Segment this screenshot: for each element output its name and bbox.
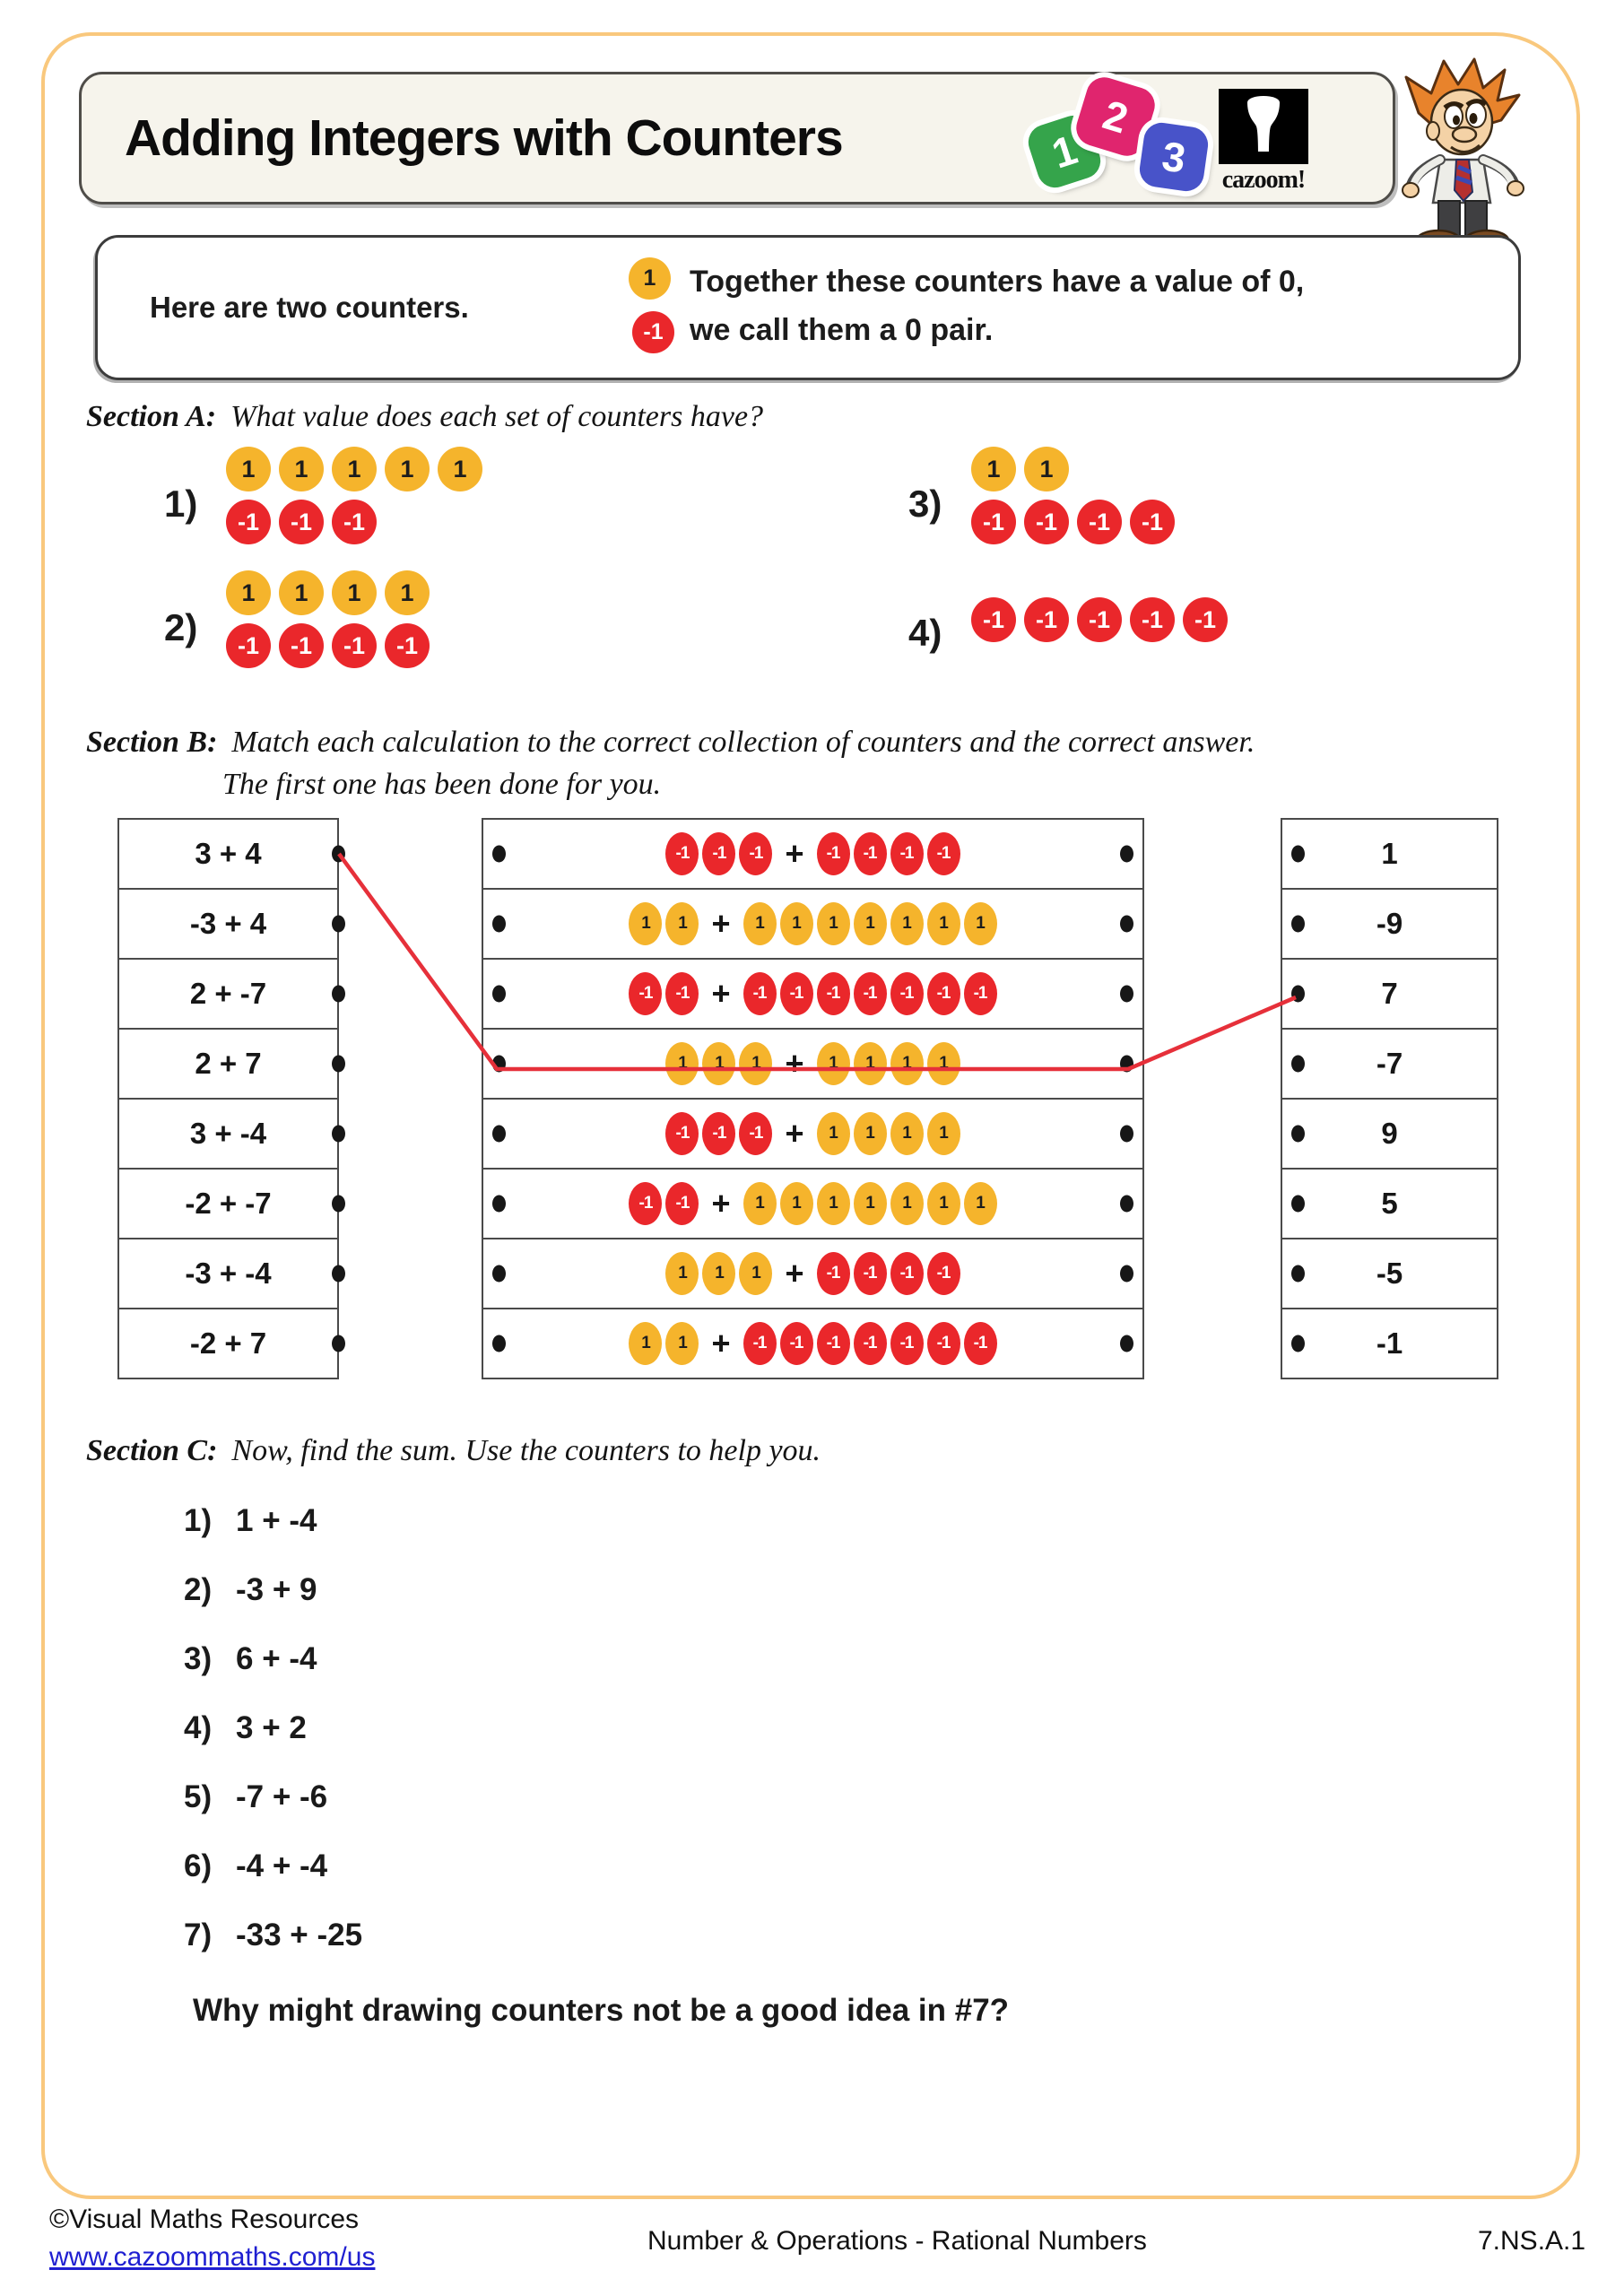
connector-dot — [332, 1056, 345, 1073]
red-counter: -1 — [1130, 500, 1175, 544]
counters-expression — [629, 1182, 996, 1225]
problem-expression: -33 + -25 — [236, 1918, 363, 1952]
answer-row-6 — [1281, 1168, 1498, 1239]
yellow-counter: 1 — [817, 902, 850, 945]
red-counter: -1 — [927, 1322, 960, 1365]
section-c-question: Why might drawing counters not be a good idea in #7? — [193, 1993, 1010, 2028]
counters-row-1 — [482, 818, 1144, 890]
connector-dot — [332, 1196, 345, 1213]
yellow-counter: 1 — [854, 902, 887, 945]
section-a-problem-4-counters — [971, 597, 1228, 642]
yellow-counter: 1 — [385, 447, 430, 491]
yellow-counter: 1 — [1024, 447, 1069, 491]
page-title: Adding Integers with Counters — [125, 109, 843, 167]
logo-tile-1-label: 1 — [1046, 126, 1083, 178]
connector-dot — [1120, 986, 1133, 1003]
problem-number: 4) — [184, 1710, 213, 1745]
numbers-123-logo — [1030, 82, 1210, 198]
red-counter: -1 — [854, 832, 887, 875]
yellow-counter: 1 — [890, 1182, 924, 1225]
answer-text: 5 — [1381, 1187, 1398, 1220]
yellow-counter: 1 — [780, 902, 813, 945]
connector-dot — [492, 1126, 506, 1143]
section-b-prompt-line2: The first one has been done for you. — [222, 768, 662, 801]
red-counter: -1 — [332, 623, 377, 668]
connector-dot — [1291, 846, 1305, 863]
section-c-problem-5 — [184, 1779, 327, 1815]
equation-row-3 — [117, 958, 339, 1030]
connector-dot — [1291, 916, 1305, 933]
connector-dot — [492, 1196, 506, 1213]
yellow-counter: 1 — [739, 1252, 772, 1295]
counters-row-6 — [482, 1168, 1144, 1239]
answer-row-1 — [1281, 818, 1498, 890]
red-counter: -1 — [971, 597, 1016, 642]
equation-row-6 — [117, 1168, 339, 1239]
red-counter: -1 — [702, 1112, 735, 1155]
equation-row-2 — [117, 888, 339, 960]
problem-number: 3) — [184, 1641, 213, 1676]
plus-sign: + — [711, 1325, 731, 1361]
section-c-problem-2 — [184, 1572, 317, 1608]
answer-text: 1 — [1381, 837, 1398, 870]
connector-dot — [1120, 1335, 1133, 1352]
intro-line-2: we call them a 0 pair. — [690, 313, 994, 348]
red-counter: -1 — [739, 832, 772, 875]
connector-dot — [332, 916, 345, 933]
yellow-counter: 1 — [702, 1252, 735, 1295]
connector-dot — [492, 916, 506, 933]
connector-dot — [1120, 1265, 1133, 1283]
answer-text: -7 — [1376, 1047, 1403, 1080]
yellow-counter: 1 — [739, 1042, 772, 1085]
answer-row-4 — [1281, 1028, 1498, 1100]
red-counter: -1 — [226, 500, 271, 544]
answer-row-5 — [1281, 1098, 1498, 1170]
yellow-counter: 1 — [964, 902, 997, 945]
connector-dot — [1291, 1265, 1305, 1283]
red-counter: -1 — [279, 623, 324, 668]
section-a-problem-2-number: 2) — [164, 606, 198, 648]
yellow-counter: 1 — [817, 1042, 850, 1085]
yellow-counter: 1 — [743, 1182, 777, 1225]
connector-dot — [492, 846, 506, 863]
answer-row-3 — [1281, 958, 1498, 1030]
counters-expression — [629, 1322, 996, 1365]
connector-dot — [1120, 916, 1133, 933]
yellow-counter: 1 — [780, 1182, 813, 1225]
section-b-heading — [86, 725, 1255, 760]
section-a-heading — [86, 399, 763, 434]
connector-dot — [492, 1335, 506, 1352]
red-counter: -1 — [817, 972, 850, 1015]
problem-number: 2) — [184, 1572, 213, 1607]
section-c-label: Section C: — [86, 1434, 218, 1467]
drum-icon — [1219, 89, 1308, 164]
red-counter: -1 — [817, 1322, 850, 1365]
yellow-counter: 1 — [702, 1042, 735, 1085]
counters-row-5 — [482, 1098, 1144, 1170]
yellow-counter: 1 — [226, 447, 271, 491]
red-counter: -1 — [743, 972, 777, 1015]
equation-text: -2 + -7 — [185, 1187, 272, 1220]
cazoom-logo — [1201, 89, 1326, 195]
equation-text: 2 + -7 — [189, 977, 267, 1010]
connector-dot — [492, 1056, 506, 1073]
connector-dot — [332, 1335, 345, 1352]
answer-row-2 — [1281, 888, 1498, 960]
counters-row-7 — [482, 1238, 1144, 1309]
equation-text: 3 + 4 — [195, 837, 262, 870]
yellow-counter: 1 — [817, 1182, 850, 1225]
red-counter: -1 — [665, 832, 699, 875]
counter-row — [226, 570, 430, 615]
yellow-counter: 1 — [817, 1112, 850, 1155]
answer-text: 7 — [1381, 977, 1398, 1010]
counters-expression — [629, 972, 996, 1015]
connector-dot — [332, 846, 345, 863]
yellow-counter: 1 — [385, 570, 430, 615]
connector-dot — [1291, 1056, 1305, 1073]
yellow-counter: 1 — [927, 1112, 960, 1155]
problem-expression: -7 + -6 — [236, 1779, 328, 1814]
counters-expression — [629, 902, 996, 945]
yellow-counter: 1 — [665, 902, 699, 945]
red-counter: -1 — [665, 1112, 699, 1155]
section-b-prompt-line1: Match each calculation to the correct collection of counters and the correct answer. — [231, 726, 1255, 759]
red-counter: -1 — [385, 623, 430, 668]
equation-text: 3 + -4 — [189, 1117, 267, 1150]
section-a-problem-2-counters — [226, 570, 430, 668]
red-counter: -1 — [890, 1322, 924, 1365]
section-a-problem-4-number: 4) — [908, 612, 942, 654]
red-counter: -1 — [665, 972, 699, 1015]
footer-url-link[interactable]: www.cazoommaths.com/us — [49, 2242, 376, 2272]
problem-number: 7) — [184, 1918, 213, 1952]
counters-row-3 — [482, 958, 1144, 1030]
counters-expression — [665, 1042, 960, 1085]
yellow-counter: 1 — [743, 902, 777, 945]
red-counter: -1 — [817, 832, 850, 875]
yellow-counter: 1 — [927, 1182, 960, 1225]
connector-dot — [332, 986, 345, 1003]
red-counter: -1 — [890, 1252, 924, 1295]
answer-text: 9 — [1381, 1117, 1398, 1150]
problem-number: 1) — [184, 1503, 213, 1538]
yellow-counter: 1 — [665, 1252, 699, 1295]
problem-expression: -4 + -4 — [236, 1848, 328, 1883]
section-a-problem-3-counters — [971, 447, 1175, 544]
yellow-counter: 1 — [964, 1182, 997, 1225]
red-counter: -1 — [817, 1252, 850, 1295]
intro-line-1: Together these counters have a value of 0, — [690, 265, 1305, 299]
red-counter: -1 — [927, 972, 960, 1015]
yellow-counter: 1 — [438, 447, 482, 491]
red-counter: -1 — [1024, 500, 1069, 544]
yellow-counter: 1 — [665, 1322, 699, 1365]
counter-row — [971, 500, 1175, 544]
red-counter: -1 — [226, 623, 271, 668]
section-c-problem-1 — [184, 1503, 317, 1539]
title-box — [79, 72, 1395, 204]
intro-description — [690, 257, 1304, 355]
red-counter: -1 — [964, 972, 997, 1015]
counters-expression — [665, 832, 960, 875]
intro-lead-text: Here are two counters. — [150, 291, 469, 324]
counter-row — [971, 447, 1175, 491]
footer-copyright: ©Visual Maths Resources — [49, 2205, 360, 2234]
section-b-equations-column — [117, 818, 339, 1379]
problem-expression: -3 + 9 — [236, 1572, 317, 1607]
red-counter: -1 — [1130, 597, 1175, 642]
connector-dot — [492, 986, 506, 1003]
yellow-counter: 1 — [927, 902, 960, 945]
yellow-counter: 1 — [854, 1112, 887, 1155]
equation-row-1 — [117, 818, 339, 890]
counter-row — [226, 500, 482, 544]
plus-sign: + — [711, 905, 731, 942]
equation-row-4 — [117, 1028, 339, 1100]
red-counter: -1 — [743, 1322, 777, 1365]
red-counter: -1 — [279, 500, 324, 544]
connector-dot — [1291, 986, 1305, 1003]
red-counter: -1 — [854, 1252, 887, 1295]
red-counter: -1 — [629, 1182, 662, 1225]
connector-dot — [1120, 1196, 1133, 1213]
yellow-counter: 1 — [890, 1042, 924, 1085]
logo-tile-3-label: 3 — [1159, 132, 1189, 182]
connector-dot — [1120, 1126, 1133, 1143]
section-b-label: Section B: — [86, 726, 218, 759]
yellow-counter: 1 — [332, 447, 377, 491]
red-counter: -1 — [1024, 597, 1069, 642]
equation-row-5 — [117, 1098, 339, 1170]
red-counter: -1 — [971, 500, 1016, 544]
red-counter: -1 — [890, 832, 924, 875]
footer-topic: Number & Operations - Rational Numbers — [647, 2226, 1147, 2256]
yellow-counter: 1 — [332, 570, 377, 615]
yellow-counter: 1 — [629, 257, 671, 300]
answer-row-7 — [1281, 1238, 1498, 1309]
yellow-counter: 1 — [226, 570, 271, 615]
connector-dot — [1291, 1335, 1305, 1352]
connector-dot — [1291, 1126, 1305, 1143]
answer-text: -5 — [1376, 1257, 1403, 1290]
red-counter: -1 — [780, 1322, 813, 1365]
problem-number: 5) — [184, 1779, 213, 1814]
yellow-counter: 1 — [665, 1042, 699, 1085]
counter-row — [226, 447, 482, 491]
red-counter: -1 — [332, 500, 377, 544]
red-counter: -1 — [739, 1112, 772, 1155]
section-c-problem-7 — [184, 1918, 362, 1953]
connector-dot — [1120, 1056, 1133, 1073]
yellow-counter: 1 — [854, 1042, 887, 1085]
plus-sign: + — [711, 1185, 731, 1222]
red-counter: -1 — [1077, 597, 1122, 642]
equation-text: -3 + 4 — [189, 907, 267, 940]
section-a-problem-1-number: 1) — [164, 483, 198, 525]
red-counter: -1 — [629, 972, 662, 1015]
plus-sign: + — [711, 975, 731, 1012]
problem-expression: 6 + -4 — [236, 1641, 317, 1676]
logo-tile-2-label: 2 — [1098, 91, 1133, 143]
footer-standard-code: 7.NS.A.1 — [1478, 2226, 1586, 2256]
red-counter: -1 — [702, 832, 735, 875]
answer-text: -9 — [1376, 907, 1403, 940]
cartoon-character — [1399, 56, 1533, 253]
equation-row-7 — [117, 1238, 339, 1309]
connector-dot — [332, 1265, 345, 1283]
red-counter: -1 — [927, 832, 960, 875]
red-counter: -1 — [964, 1322, 997, 1365]
yellow-counter: 1 — [279, 447, 324, 491]
section-c-heading — [86, 1433, 821, 1468]
counter-row — [971, 597, 1228, 642]
counters-row-8 — [482, 1308, 1144, 1379]
section-a-problem-3-number: 3) — [908, 483, 942, 525]
section-a-problem-1-counters — [226, 447, 482, 544]
counters-expression — [665, 1252, 960, 1295]
red-counter: -1 — [854, 1322, 887, 1365]
yellow-counter: 1 — [279, 570, 324, 615]
counter-row — [226, 623, 430, 668]
section-a-label: Section A: — [86, 400, 217, 433]
equation-text: 2 + 7 — [195, 1047, 262, 1080]
section-c-problem-4 — [184, 1710, 307, 1746]
plus-sign: + — [785, 835, 804, 872]
problem-number: 6) — [184, 1848, 213, 1883]
connector-dot — [332, 1126, 345, 1143]
problem-expression: 1 + -4 — [236, 1503, 317, 1538]
connector-dot — [1120, 846, 1133, 863]
red-counter: -1 — [927, 1252, 960, 1295]
red-counter: -1 — [665, 1182, 699, 1225]
connector-dot — [1291, 1196, 1305, 1213]
red-counter: -1 — [632, 311, 674, 353]
red-counter: -1 — [1077, 500, 1122, 544]
section-c-problem-6 — [184, 1848, 327, 1884]
section-b-counters-column — [482, 818, 1144, 1379]
answer-text: -1 — [1376, 1326, 1403, 1360]
counters-row-2 — [482, 888, 1144, 960]
yellow-counter: 1 — [927, 1042, 960, 1085]
counters-row-4 — [482, 1028, 1144, 1100]
logo-tile-3 — [1137, 120, 1210, 193]
red-counter: -1 — [890, 972, 924, 1015]
answer-row-8 — [1281, 1308, 1498, 1379]
yellow-counter: 1 — [854, 1182, 887, 1225]
yellow-counter: 1 — [629, 1322, 662, 1365]
plus-sign: + — [785, 1115, 804, 1152]
counters-expression — [665, 1112, 960, 1155]
red-counter: -1 — [1183, 597, 1228, 642]
section-a-prompt: What value does each set of counters have? — [230, 400, 764, 433]
section-c-prompt: Now, find the sum. Use the counters to help you. — [231, 1434, 821, 1467]
section-c-problem-3 — [184, 1641, 317, 1677]
plus-sign: + — [785, 1255, 804, 1292]
red-counter: -1 — [780, 972, 813, 1015]
connector-dot — [492, 1265, 506, 1283]
yellow-counter: 1 — [890, 902, 924, 945]
yellow-counter: 1 — [890, 1112, 924, 1155]
plus-sign: + — [785, 1045, 804, 1082]
equation-text: -2 + 7 — [189, 1326, 267, 1360]
drum-icon-svg — [1236, 94, 1291, 159]
yellow-counter: 1 — [971, 447, 1016, 491]
cazoom-wordmark: cazoom! — [1221, 166, 1306, 194]
red-counter: -1 — [854, 972, 887, 1015]
intro-box — [95, 235, 1521, 380]
yellow-counter: 1 — [629, 902, 662, 945]
problem-expression: 3 + 2 — [236, 1710, 307, 1745]
equation-text: -3 + -4 — [185, 1257, 272, 1290]
equation-row-8 — [117, 1308, 339, 1379]
section-b-answers-column — [1281, 818, 1498, 1379]
